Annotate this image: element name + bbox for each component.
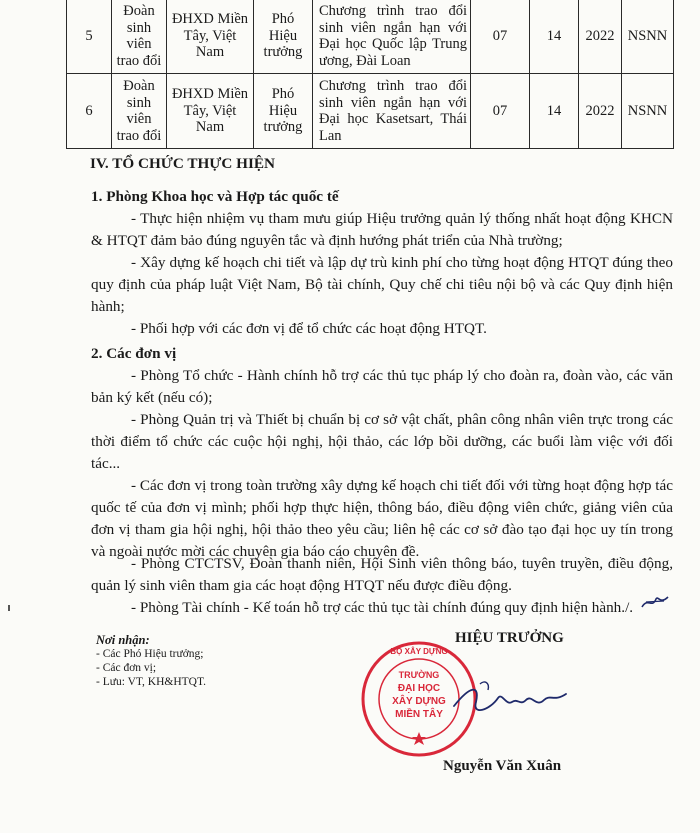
cell-unit: ĐHXD Miền Tây, Việt Nam	[167, 0, 254, 74]
paragraph: - Phòng CTCTSV, Đoàn thanh niên, Hội Sinh viên thông báo, tuyên truyền, điều động, quản lý sinh viên tham gia các hoạt động HTQT nếu được điều động.	[91, 555, 673, 594]
cell-no: 5	[67, 0, 112, 74]
cell-year: 2022	[579, 0, 622, 74]
paragraph: - Phối hợp với các đơn vị để tổ chức các hoạt động HTQT.	[131, 320, 487, 337]
cell-leader: Phó Hiệu trưởng	[254, 0, 313, 74]
svg-text:TRƯỜNG: TRƯỜNG	[398, 670, 440, 680]
margin-mark	[8, 605, 10, 611]
paragraph: - Thực hiện nhiệm vụ tham mưu giúp Hiệu trưởng quản lý thống nhất hoạt động KHCN & HTQT đảm bảo đúng nguyên tắc và định hướng phát triển của Nhà trường;	[91, 210, 673, 249]
svg-text:XÂY DỰNG: XÂY DỰNG	[392, 696, 446, 707]
cell-fund: NSNN	[622, 74, 674, 149]
handwritten-signature	[450, 676, 570, 726]
subsection-title: 2. Các đơn vị	[91, 345, 177, 362]
signer-title: HIỆU TRƯỞNG	[455, 630, 564, 646]
cell-program: Chương trình trao đổi sinh viên ngắn hạn với Đại học Quốc lập Trung ương, Đài Loan	[313, 0, 471, 74]
svg-text:BỘ XÂY DỰNG: BỘ XÂY DỰNG	[390, 647, 448, 656]
paragraph: - Phòng Quản trị và Thiết bị chuẩn bị cơ sở vật chất, phân công nhân viên trực trong các thời điểm tổ chức các cuộc hội nghị, hội thảo, các lớp bồi dưỡng, các buổi làm việc với đối tác...	[91, 411, 673, 472]
cell-leader: Phó Hiệu trưởng	[254, 74, 313, 149]
initial-mark	[640, 593, 670, 611]
table-row	[67, 0, 674, 74]
cell-program: Chương trình trao đổi sinh viên ngắn hạn với Đại học Kasetsart, Thái Lan	[313, 74, 471, 149]
cell-type: Đoàn sinh viên trao đổi	[112, 0, 167, 74]
recipients-title: Nơi nhận:	[96, 633, 150, 647]
cell-days: 14	[530, 0, 579, 74]
cell-type: Đoàn sinh viên trao đổi	[112, 74, 167, 149]
svg-text:MIỀN TÂY: MIỀN TÂY	[395, 709, 443, 720]
cell-year: 2022	[579, 74, 622, 149]
cell-month: 07	[471, 0, 530, 74]
cell-days: 14	[530, 74, 579, 149]
paragraph: - Xây dựng kế hoạch chi tiết và lập dự trù kinh phí cho từng hoạt động HTQT đúng theo quy định của pháp luật Việt Nam, Bộ tài chính, Quy chế chi tiêu nội bộ và các Quy định hiện hành;	[91, 254, 673, 315]
recipients-block	[96, 633, 206, 689]
paragraph: - Các đơn vị trong toàn trường xây dựng kế hoạch chi tiết đối với từng hoạt động hợp tác quốc tế của đơn vị mình; phối hợp thực hiện, thông báo, điều động viên chức, giảng viên của đơn vị tham gia hội nghị, hội thảo theo yêu cầu; liên hệ các cơ sở đào tạo đại học uy tín trong và ngoài nước mời các chuyên gia báo cáo chuyên đề.	[91, 477, 673, 560]
section-title: IV. TỔ CHỨC THỰC HIỆN	[90, 155, 275, 172]
recipient-item: - Các Phó Hiệu trưởng;	[96, 648, 204, 660]
cell-unit: ĐHXD Miền Tây, Việt Nam	[167, 74, 254, 149]
cell-month: 07	[471, 74, 530, 149]
subsection-title: 1. Phòng Khoa học và Hợp tác quốc tế	[91, 188, 339, 205]
paragraph: - Phòng Tài chính - Kế toán hỗ trợ các thủ tục tài chính đúng quy định hiện hành./.	[131, 599, 634, 616]
table-row	[67, 74, 674, 149]
cell-no: 6	[67, 74, 112, 149]
recipient-item: - Lưu: VT, KH&HTQT.	[96, 676, 207, 688]
svg-text:ĐẠI HỌC: ĐẠI HỌC	[397, 683, 441, 694]
cell-fund: NSNN	[622, 0, 674, 74]
paragraph: - Phòng Tổ chức - Hành chính hỗ trợ các thủ tục pháp lý cho đoàn ra, đoàn vào, các văn bản ký kết (nếu có);	[91, 367, 673, 406]
recipient-item: - Các đơn vị;	[96, 662, 157, 674]
activity-table	[66, 0, 674, 149]
signer-name: Nguyễn Văn Xuân	[443, 758, 562, 774]
